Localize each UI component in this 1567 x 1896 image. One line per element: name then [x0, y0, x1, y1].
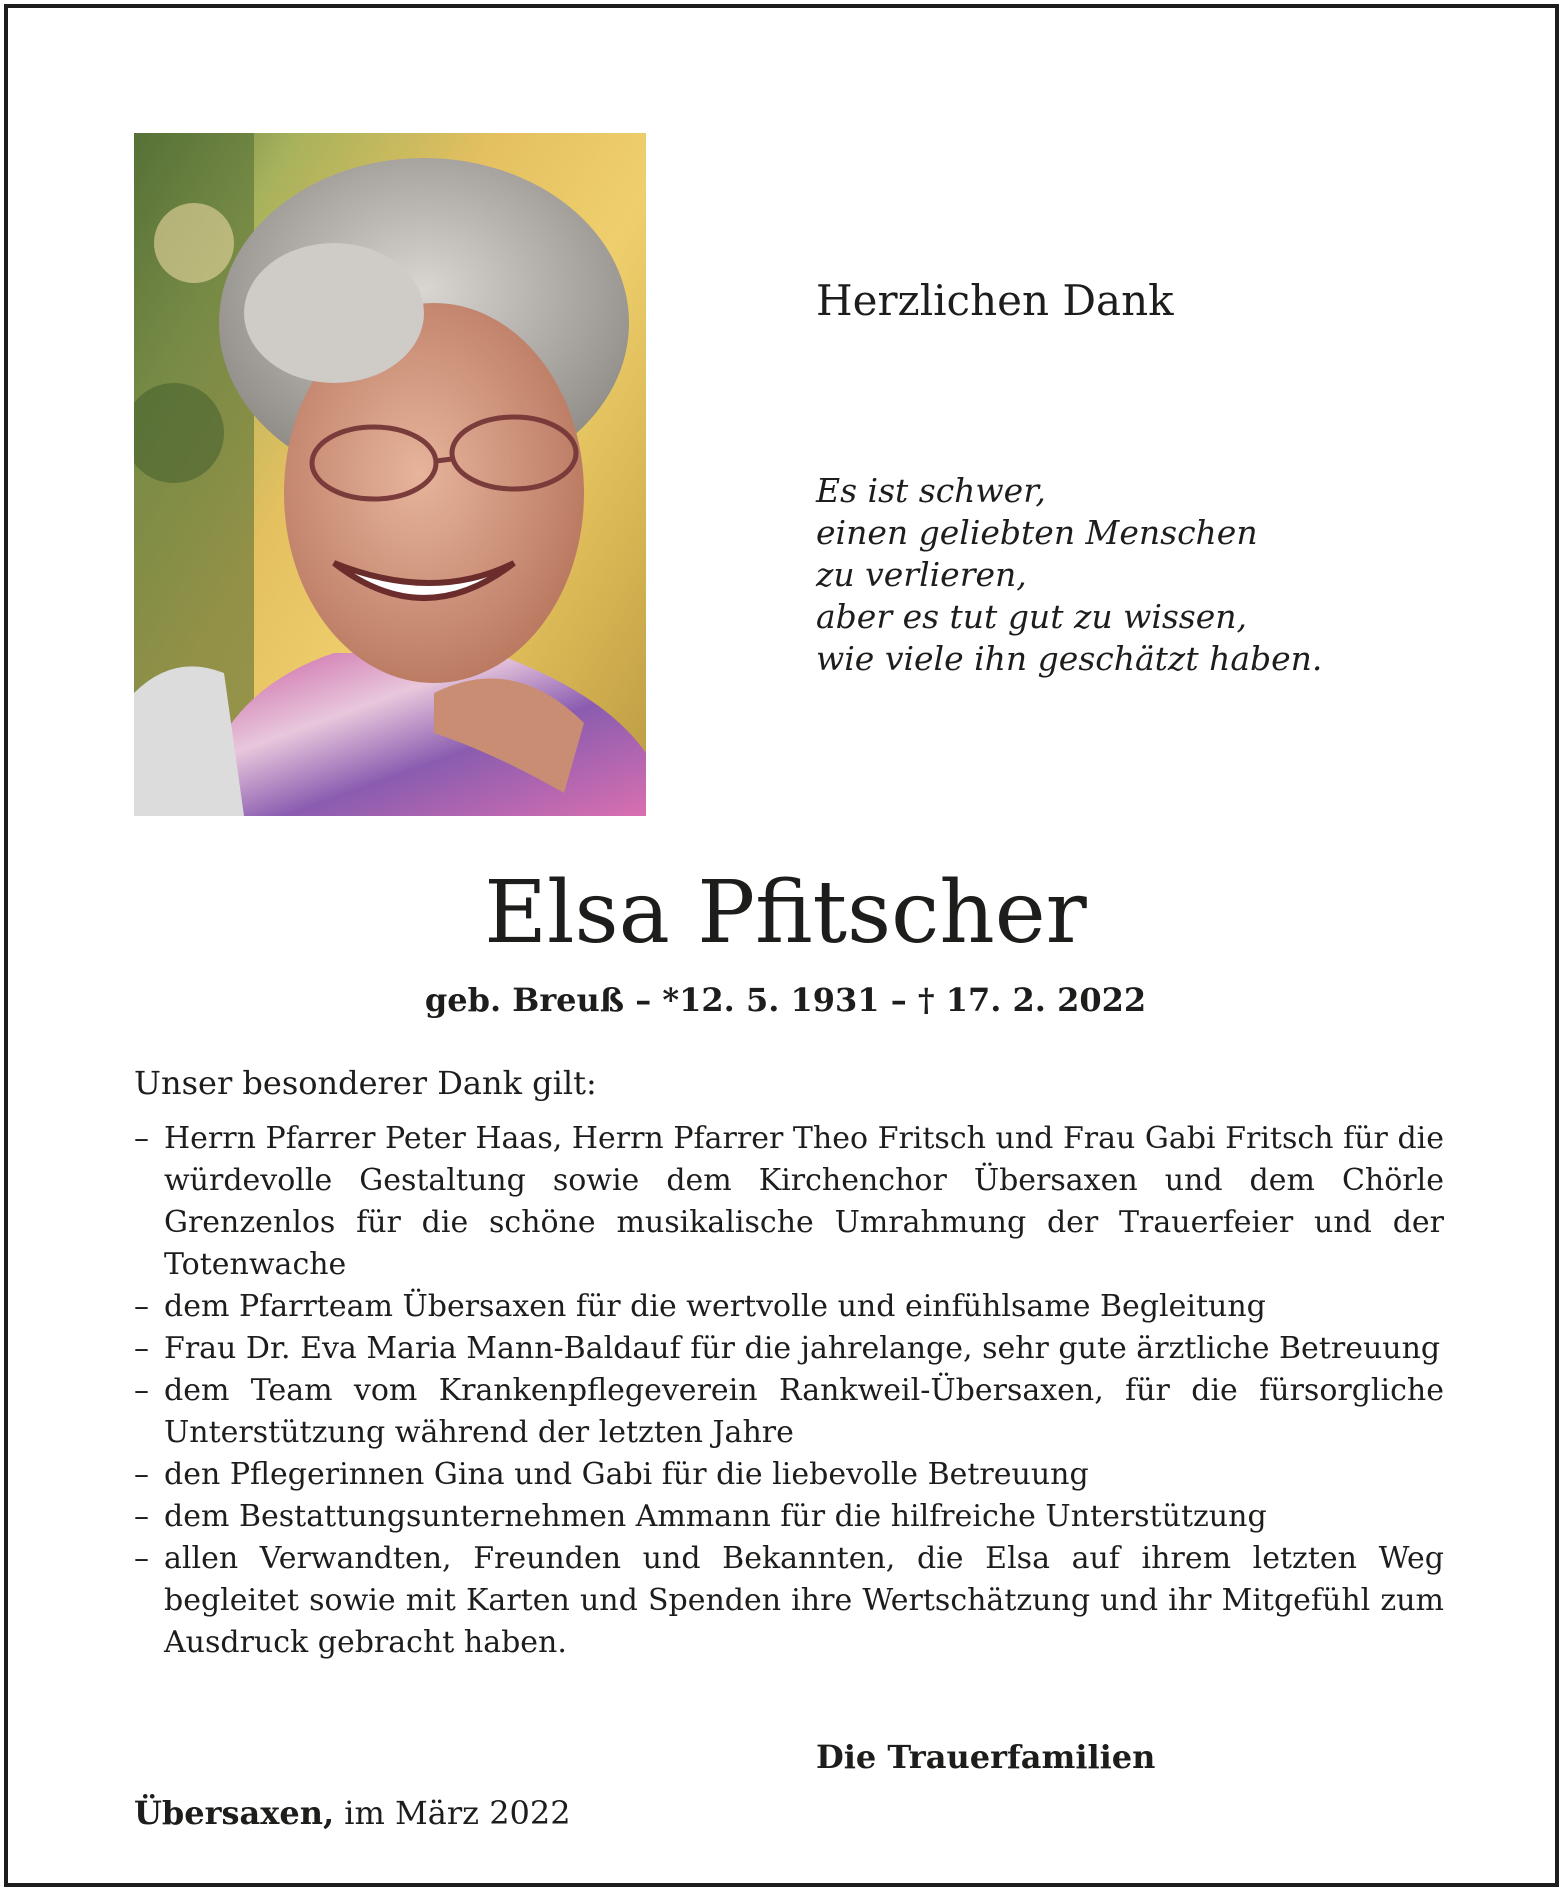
dash-bullet: – — [134, 1499, 149, 1534]
list-item — [134, 1538, 1444, 1664]
list-item-text: Herrn Pfarrer Peter Haas, Herrn Pfarrer Theo Fritsch und Frau Gabi Fritsch für die würdevolle Gestaltung sowie dem Kirchenchor Übersaxen und dem Chörle Grenzenlos für die schöne musikalische Umrahmung der Trauerfeier und der Totenwache — [164, 1121, 1444, 1282]
dash-bullet: – — [134, 1121, 149, 1156]
verse — [816, 470, 1322, 680]
list-item — [134, 1370, 1444, 1454]
signature: Die Trauerfamilien — [816, 1738, 1156, 1776]
dash-bullet: – — [134, 1289, 149, 1324]
place-and-date — [134, 1794, 571, 1832]
list-item — [134, 1286, 1444, 1328]
place: Übersaxen, — [134, 1794, 335, 1832]
list-item-text: dem Team vom Krankenpflegeverein Rankweil-Übersaxen, für die fürsorgliche Unterstützung während der letzten Jahre — [164, 1373, 1444, 1450]
birth-death-dates: geb. Breuß – *12. 5. 1931 – † 17. 2. 2022 — [424, 981, 1147, 1019]
dash-bullet: – — [134, 1457, 149, 1492]
list-item — [134, 1328, 1444, 1370]
verse-line: einen geliebten Menschen — [816, 513, 1258, 552]
dash-bullet: – — [134, 1373, 149, 1408]
deceased-name: Elsa Pfitscher — [484, 863, 1087, 963]
list-item-text: allen Verwandten, Freunden und Bekannten, die Elsa auf ihrem letzten Weg begleitet sowie mit Karten und Spenden ihre Wertschätzung und ihr Mitgefühl zum Ausdruck gebracht haben. — [164, 1541, 1444, 1660]
thanks-intro: Unser besonderer Dank gilt: — [134, 1064, 597, 1102]
list-item-text: dem Bestattungsunternehmen Ammann für die hilfreiche Unterstützung — [164, 1499, 1267, 1534]
list-item — [134, 1118, 1444, 1286]
date: im März 2022 — [344, 1794, 571, 1832]
dash-bullet: – — [134, 1331, 149, 1366]
portrait-photo — [134, 133, 646, 816]
dash-bullet: – — [134, 1541, 149, 1576]
thanks-list — [134, 1118, 1444, 1664]
list-item — [134, 1454, 1444, 1496]
verse-line: zu verlieren, — [816, 555, 1027, 594]
verse-line: aber es tut gut zu wissen, — [816, 597, 1248, 636]
verse-line: Es ist schwer, — [816, 471, 1046, 510]
heading: Herzlichen Dank — [816, 276, 1174, 325]
list-item — [134, 1496, 1444, 1538]
portrait-illustration — [134, 133, 646, 816]
list-item-text: Frau Dr. Eva Maria Mann-Baldauf für die jahrelange, sehr gute ärztliche Betreuung — [164, 1331, 1441, 1366]
obituary-frame — [4, 4, 1559, 1887]
list-item-text: dem Pfarrteam Übersaxen für die wertvolle und einfühlsame Begleitung — [164, 1289, 1266, 1324]
list-item-text: den Pflegerinnen Gina und Gabi für die liebevolle Betreuung — [164, 1457, 1089, 1492]
verse-line: wie viele ihn geschätzt haben. — [816, 639, 1323, 678]
